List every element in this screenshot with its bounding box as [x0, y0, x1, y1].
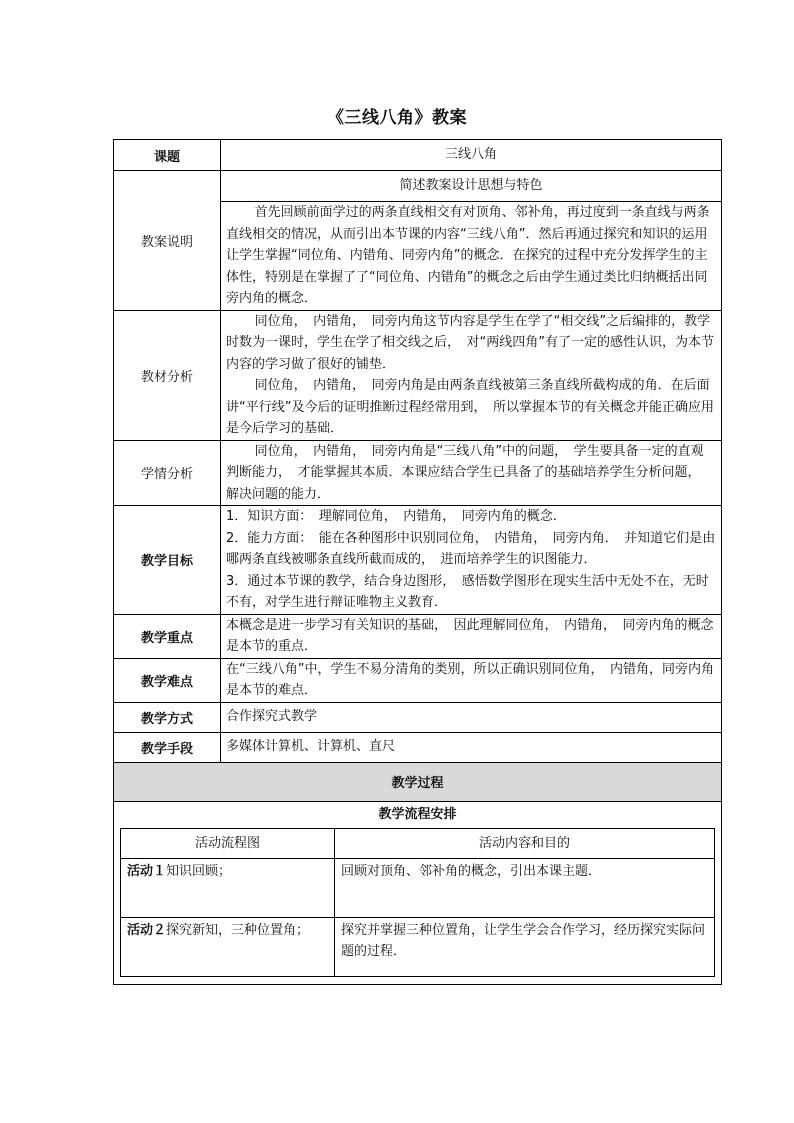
process-header-row: [114, 762, 722, 801]
topic-label: 课题: [114, 140, 221, 171]
process-table: [120, 828, 715, 977]
goals-content: [221, 506, 722, 615]
difficulty-text: 在“三线八角”中，学生不易分清角的类别，所以正确识别同位角， 内错角，同旁内角是本节的难点．: [221, 658, 722, 702]
students-row: [114, 440, 722, 506]
students-text: 同位角， 内错角， 同旁内角是“三线八角”中的问题， 学生要具备一定的直观判断能力， 才能掌握其本质．本课应结合学生已具备了的基础培养学生分析问题， 解决问题的能力．: [221, 440, 722, 506]
activity-2-content: 探究并掌握三种位置角，让学生学会合作学习，经历探究实际问题的过程．: [335, 917, 715, 976]
goals-label: 教学目标: [114, 506, 221, 615]
topic-value: 三线八角: [221, 140, 722, 171]
tools-value: 多媒体计算机、计算机、直尺: [221, 732, 722, 762]
activity-1-cell: [121, 858, 335, 917]
lesson-plan-table: [113, 139, 722, 985]
key-row: [114, 614, 722, 658]
explanation-header: 简述教案设计思想与特色: [221, 171, 722, 202]
process-row: [114, 801, 722, 984]
method-row: [114, 702, 722, 732]
goal-item-2: 2．能力方面： 能在各种图形中识别同位角， 内错角， 同旁内角． 并知道它们是由哪两条直线被哪条直线所截而成的， 进而培养学生的识图能力．: [226, 530, 716, 567]
material-content: [221, 310, 722, 440]
activity-2-name: 探究新知，三种位置角；: [166, 922, 310, 938]
col-content-header: 活动内容和目的: [335, 828, 715, 858]
goal-item-1: 1．知识方面： 理解同位角， 内错角， 同旁内角的概念．: [226, 509, 566, 524]
activity-2-number: 活动２: [127, 922, 167, 938]
process-table-row: [121, 917, 715, 976]
activity-1-number: 活动１: [127, 863, 167, 879]
tools-row: [114, 732, 722, 762]
key-text: 本概念是进一步学习有关知识的基础， 因此理解同位角， 内错角， 同旁内角的概念是本节的重点．: [221, 614, 722, 658]
process-table-header: [121, 828, 715, 858]
process-header: 教学过程: [114, 762, 722, 801]
process-cell: [114, 801, 722, 984]
material-label: 教材分析: [114, 310, 221, 440]
key-label: 教学重点: [114, 614, 221, 658]
tools-label: 教学手段: [114, 732, 221, 762]
goal-item-3: 3．通过本节课的教学，结合身边图形， 感悟数学图形在现实生活中无处不在，无时不有，对学生进行辩证唯物主义教育．: [226, 573, 709, 610]
explanation-label: 教案说明: [114, 171, 221, 311]
goals-row: [114, 506, 722, 615]
material-row: [114, 310, 722, 440]
document-title: 《三线八角》教案: [327, 108, 467, 128]
explanation-header-row: [114, 171, 722, 202]
activity-1-content: 回顾对顶角、邻补角的概念，引出本课主题．: [335, 858, 715, 917]
method-label: 教学方式: [114, 702, 221, 732]
process-table-row: [121, 858, 715, 917]
material-paragraph-2: 同位角， 内错角， 同旁内角是由两条直线被第三条直线所截构成的角．在后面讲“平行线”及今后的证明推断过程经常用到， 所以掌握本节的有关概念并能正确应用是今后学习的基础．: [226, 378, 714, 436]
activity-1-name: 知识回顾；: [166, 863, 232, 879]
explanation-text: 首先回顾前面学过的两条直线相交有对顶角、邻补角，再过度到一条直线与两条直线相交的情况，从而引出本节课的内容“三线八角”．然后再通过探究和知识的运用让学生掌握“同位角、内错角、同旁内角”的概念．在探究的过程中充分发挥学生的主体性，特别是在掌握了了“同位角、内错角”的概念之后由学生通过类比归纳概括出同旁内角的概念．: [221, 202, 722, 311]
difficulty-row: [114, 658, 722, 702]
activity-2-cell: [121, 917, 335, 976]
process-subheader: 教学流程安排: [378, 806, 457, 822]
topic-row: [114, 140, 722, 171]
material-paragraph-1: 同位角， 内错角， 同旁内角这节内容是学生在学了“相交线”之后编排的，教学时数为一课时，学生在学了相交线之后， 对“两线四角”有了一定的感性认识，为本节内容的学习做了很好的铺垫．: [226, 313, 714, 372]
students-label: 学情分析: [114, 440, 221, 506]
col-flow-header: 活动流程图: [121, 828, 335, 858]
difficulty-label: 教学难点: [114, 658, 221, 702]
method-value: 合作探究式教学: [221, 702, 722, 732]
